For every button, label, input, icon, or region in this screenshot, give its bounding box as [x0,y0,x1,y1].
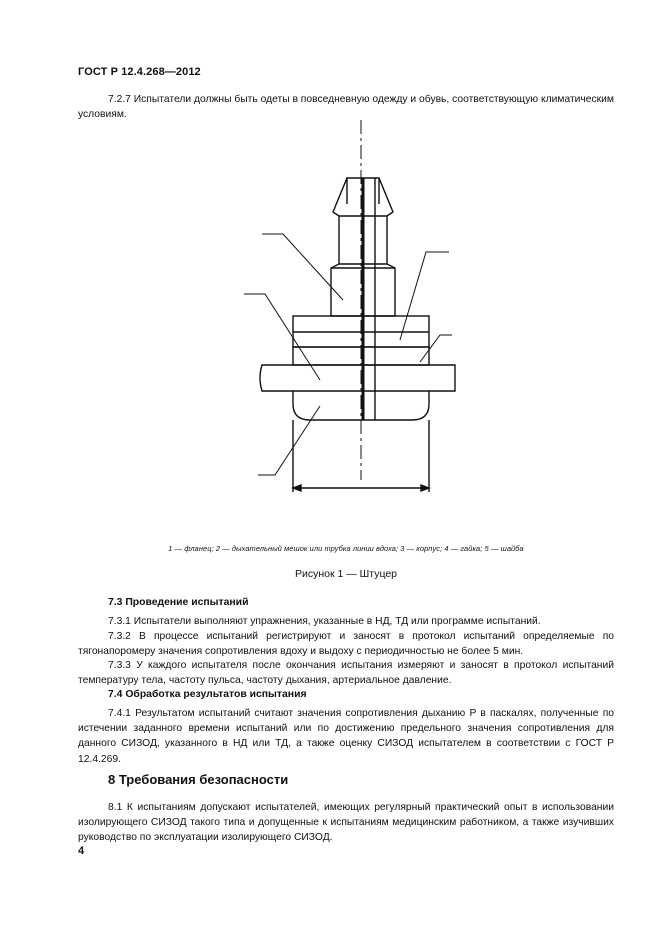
paragraph-7-3-2: 7.3.2 В процессе испытаний регистрируют и заносят в протокол испытаний определяемые по тягонапоромеру значения сопротивления вдоху и выдоху с периодичностью не более 5 мин. [78,631,614,658]
figure-caption: Рисунок 1 — Штуцер [294,568,398,580]
paragraph-7-3-3: 7.3.3 У каждого испытателя после окончания испытания измеряют и заносят в протокол испытаний температуру тела, частоту пульса, частоту дыхания, артериальное давление. [78,660,614,687]
paragraph-7-3-1: 7.3.1 Испытатели выполняют упражнения, указанные в НД, ТД или программе испытаний. [108,616,541,627]
figure-legend: 1 — фланец; 2 — дыхательный мешок или трубка линии вдоха; 3 — корпус; 4 — гайка; 5 — шайба [168,544,524,553]
document-header: ГОСТ Р 12.4.268—2012 [78,66,201,78]
paragraph-7-4-1: 7.4.1 Результатом испытаний считают значения сопротивления дыханию P в паскалях, полученные по истечении заданного времени испытаний или по достижению предельного значения сопротивления для данного СИЗОД, указанного в НД или ТД, а также оценку СИЗОД испытателем в соответствии с ГОСТ Р 12.4.269. [78,708,614,765]
section-7-3-title: 7.3 Проведение испытаний [108,597,249,608]
page-number: 4 [78,845,85,857]
section-8-title: 8 Требования безопасности [108,772,289,787]
section-7-4-title: 7.4 Обработка результатов испытания [108,689,307,700]
paragraph-8-1: 8.1 К испытаниям допускают испытателей, имеющих регулярный практический опыт в использовании изолирующего СИЗОД такого типа и допущенные к испытаниям медицинским работником, а также изучивших руководство по эксплуатации изолирующего СИЗОД. [78,802,614,844]
paragraph-7-2-7: 7.2.7 Испытатели должны быть одеты в повседневную одежду и обувь, соответствующую климатическим условиям. [78,94,614,121]
